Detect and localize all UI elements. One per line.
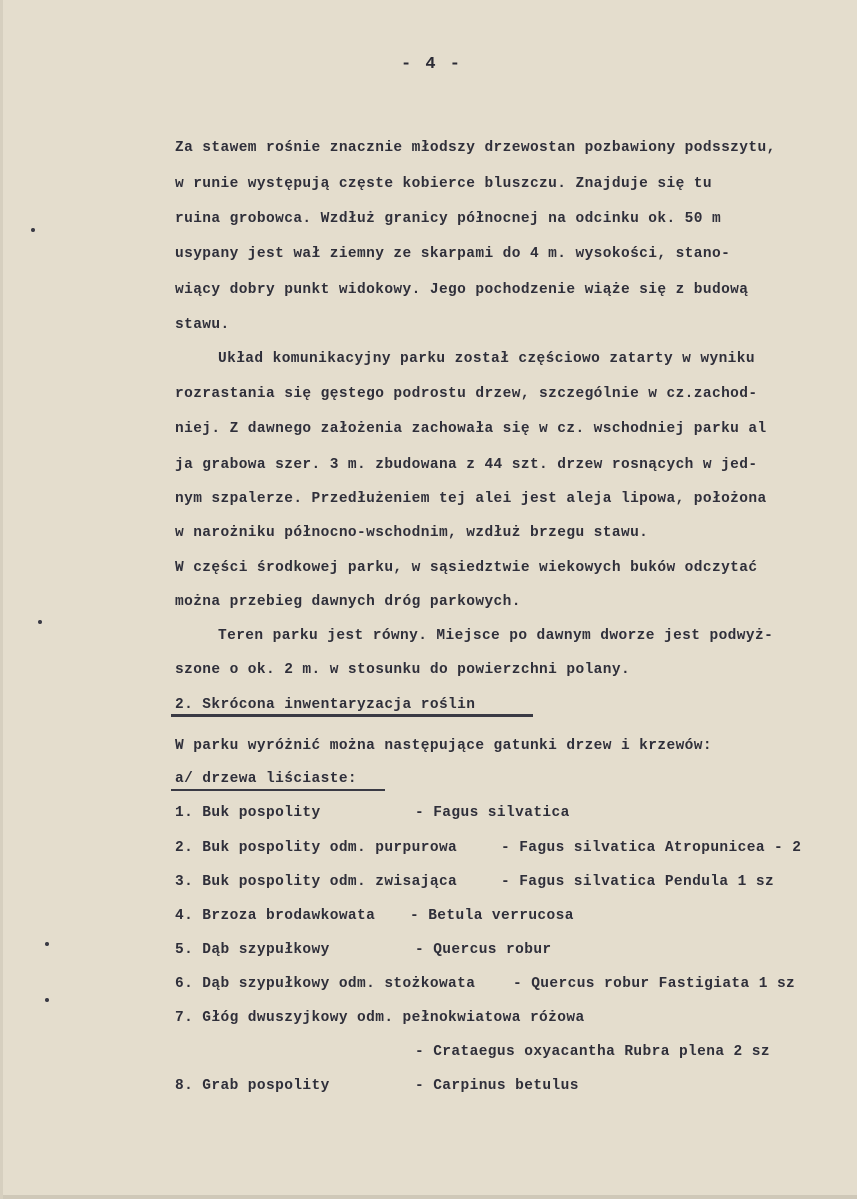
list-item (175, 942, 552, 958)
text-line: ja grabowa szer. 3 m. zbudowana z 44 szt. drzew rosnących w jed- (175, 457, 758, 473)
intro-line: W parku wyróżnić można następujące gatunki drzew i krzewów: (175, 738, 712, 754)
common-name: 5. Dąb szypułkowy (175, 942, 330, 958)
latin-name: - Betula verrucosa (410, 908, 574, 924)
text-line: W części środkowej parku, w sąsiedztwie wiekowych buków odczytać (175, 560, 758, 576)
common-name: 3. Buk pospolity odm. zwisająca (175, 874, 458, 890)
common-name: 2. Buk pospolity odm. purpurowa (175, 840, 458, 856)
text-line: niej. Z dawnego założenia zachowała się w cz. wschodniej parku al (175, 421, 767, 437)
page-number: - 4 - (400, 55, 462, 74)
latin-name: - Fagus silvatica (415, 805, 570, 821)
text-line: szone o ok. 2 m. w stosunku do powierzchni polany. (175, 662, 631, 678)
common-name: 6. Dąb szypułkowy odm. stożkowata (175, 976, 476, 992)
text-line: usypany jest wał ziemny ze skarpami do 4 m. wysokości, stano- (175, 246, 731, 262)
punch-mark (45, 942, 49, 946)
latin-name: - Fagus silvatica Pendula 1 sz (501, 874, 775, 890)
punch-mark (45, 998, 49, 1002)
list-item (175, 1010, 585, 1026)
list-item (175, 908, 574, 924)
text-line: nym szpalerze. Przedłużeniem tej alei jest aleja lipowa, położona (175, 491, 767, 507)
text-line: Układ komunikacyjny parku został częściowo zatarty w wyniku (218, 351, 755, 367)
text-line: Za stawem rośnie znacznie młodszy drzewostan pozbawiony podsszytu, (175, 140, 776, 156)
list-item (175, 874, 775, 890)
text-line: w runie występują częste kobierce bluszczu. Znajduje się tu (175, 176, 712, 192)
text-line: stawu. (175, 317, 230, 333)
text-line: ruina grobowca. Wzdłuż granicy północnej na odcinku ok. 50 m (175, 211, 722, 227)
list-item (175, 976, 796, 992)
list-item (175, 805, 570, 821)
subheading: a/ drzewa liściaste: (175, 771, 358, 787)
punch-mark (31, 228, 35, 232)
punch-mark (38, 620, 42, 624)
text-line: wiący dobry punkt widokowy. Jego pochodzenie wiąże się z budową (175, 282, 749, 298)
common-name: 7. Głóg dwuszyjkowy odm. pełnokwiatowa różowa (175, 1010, 585, 1026)
text-line: rozrastania się gęstego podrostu drzew, szczególnie w cz.zachod- (175, 386, 758, 402)
common-name: 4. Brzoza brodawkowata (175, 908, 376, 924)
list-item (175, 1078, 579, 1094)
common-name: 1. Buk pospolity (175, 805, 321, 821)
latin-name: - Quercus robur Fastigiata 1 sz (513, 976, 796, 992)
text-line: w narożniku północno-wschodnim, wzdłuż brzegu stawu. (175, 525, 649, 541)
list-item (175, 840, 802, 856)
latin-name: - Quercus robur (415, 942, 552, 958)
heading-underline (171, 714, 533, 717)
subheading-underline (171, 789, 385, 791)
text-line: można przebieg dawnych dróg parkowych. (175, 594, 521, 610)
page-edge (3, 1195, 857, 1199)
latin-name: - Crataegus oxyacantha Rubra plena 2 sz (415, 1044, 770, 1060)
section-heading: 2. Skrócona inwentaryzacja roślin (175, 697, 476, 713)
latin-name: - Fagus silvatica Atropunicea - 2 (501, 840, 802, 856)
common-name: 8. Grab pospolity (175, 1078, 330, 1094)
text-line: Teren parku jest równy. Miejsce po dawnym dworze jest podwyż- (218, 628, 774, 644)
latin-name: - Carpinus betulus (415, 1078, 579, 1094)
